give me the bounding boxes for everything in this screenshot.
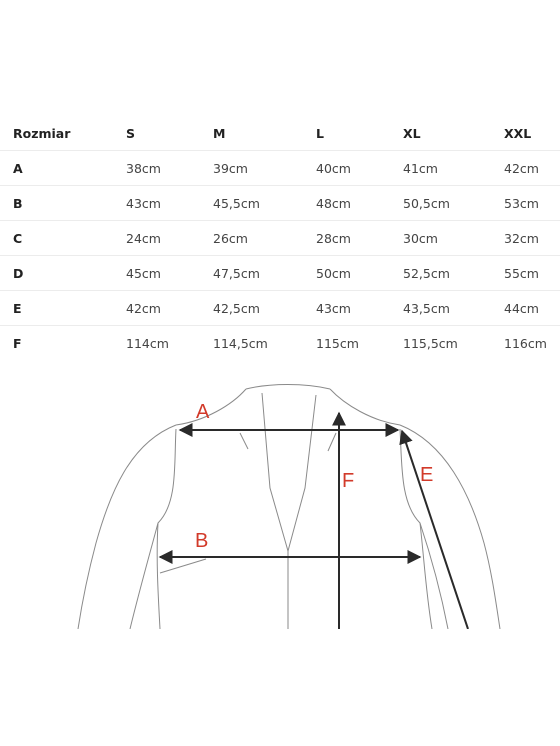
table-cell: 28cm bbox=[316, 221, 403, 256]
left-side-dart bbox=[160, 559, 206, 573]
table-cell: 45,5cm bbox=[213, 186, 316, 221]
table-cell: 53cm bbox=[504, 186, 560, 221]
right-lapel bbox=[288, 395, 316, 551]
table-row bbox=[0, 151, 560, 186]
table-cell: 115cm bbox=[316, 335, 359, 351]
header-xxl: XXL bbox=[504, 116, 560, 151]
table-cell: 50,5cm bbox=[403, 186, 504, 221]
table-cell: 40cm bbox=[316, 151, 403, 186]
left-lapel bbox=[262, 393, 288, 551]
table-cell: 24cm bbox=[126, 221, 213, 256]
table-row bbox=[0, 291, 560, 326]
row-label: E bbox=[0, 291, 126, 326]
left-armhole bbox=[157, 429, 176, 629]
table-cell: 43cm bbox=[316, 291, 403, 326]
jacket-outline bbox=[0, 383, 560, 629]
collar-back bbox=[246, 385, 330, 390]
row-label: A bbox=[0, 151, 126, 186]
left-inner-sleeve bbox=[130, 523, 158, 629]
header-s: S bbox=[126, 116, 213, 151]
label-f: F bbox=[342, 470, 355, 492]
measurement-diagram bbox=[0, 383, 560, 629]
table-cell: 114,5cm bbox=[213, 335, 268, 351]
table-cell: 43,5cm bbox=[403, 291, 504, 326]
label-b: B bbox=[195, 530, 209, 552]
table-cell: 38cm bbox=[126, 151, 213, 186]
table-cell: 42,5cm bbox=[213, 291, 316, 326]
label-e: E bbox=[420, 464, 434, 486]
measure-e-arrow bbox=[402, 431, 468, 629]
header-xl: XL bbox=[403, 116, 504, 151]
right-sleeve-outline bbox=[400, 425, 500, 629]
table-cell: 116cm bbox=[504, 335, 547, 351]
table-cell: 115,5cm bbox=[403, 335, 458, 351]
table-cell: 52,5cm bbox=[403, 256, 504, 291]
table-cell: 44cm bbox=[504, 291, 560, 326]
row-label: D bbox=[0, 256, 126, 291]
table-row bbox=[0, 221, 560, 256]
table-cell: 114cm bbox=[126, 335, 169, 351]
left-sleeve-outline bbox=[78, 425, 176, 629]
table-cell: 26cm bbox=[213, 221, 316, 256]
table-cell: 30cm bbox=[403, 221, 504, 256]
table-cell: 42cm bbox=[504, 151, 560, 186]
right-inner-sleeve bbox=[420, 523, 448, 629]
table-cell: 41cm bbox=[403, 151, 504, 186]
left-lapel-notch bbox=[240, 433, 248, 449]
table-row bbox=[0, 326, 560, 361]
table-header-row bbox=[0, 116, 560, 151]
table-cell: 32cm bbox=[504, 221, 560, 256]
size-table bbox=[0, 116, 560, 360]
row-label: F bbox=[13, 335, 22, 351]
header-m: M bbox=[213, 116, 316, 151]
header-size: Rozmiar bbox=[0, 116, 126, 151]
row-label: C bbox=[0, 221, 126, 256]
label-a: A bbox=[196, 401, 210, 423]
table-cell: 47,5cm bbox=[213, 256, 316, 291]
right-lapel-notch bbox=[328, 433, 336, 451]
right-shoulder-line bbox=[330, 389, 400, 425]
table-cell: 55cm bbox=[504, 256, 560, 291]
table-row bbox=[0, 256, 560, 291]
table-cell: 45cm bbox=[126, 256, 213, 291]
left-shoulder-line bbox=[176, 389, 246, 425]
table-cell: 39cm bbox=[213, 151, 316, 186]
table-cell: 50cm bbox=[316, 256, 403, 291]
row-label: B bbox=[0, 186, 126, 221]
table-row bbox=[0, 186, 560, 221]
header-l: L bbox=[316, 116, 403, 151]
table-cell: 48cm bbox=[316, 186, 403, 221]
right-armhole bbox=[400, 429, 432, 629]
table-cell: 43cm bbox=[126, 186, 213, 221]
table-cell: 42cm bbox=[126, 291, 213, 326]
